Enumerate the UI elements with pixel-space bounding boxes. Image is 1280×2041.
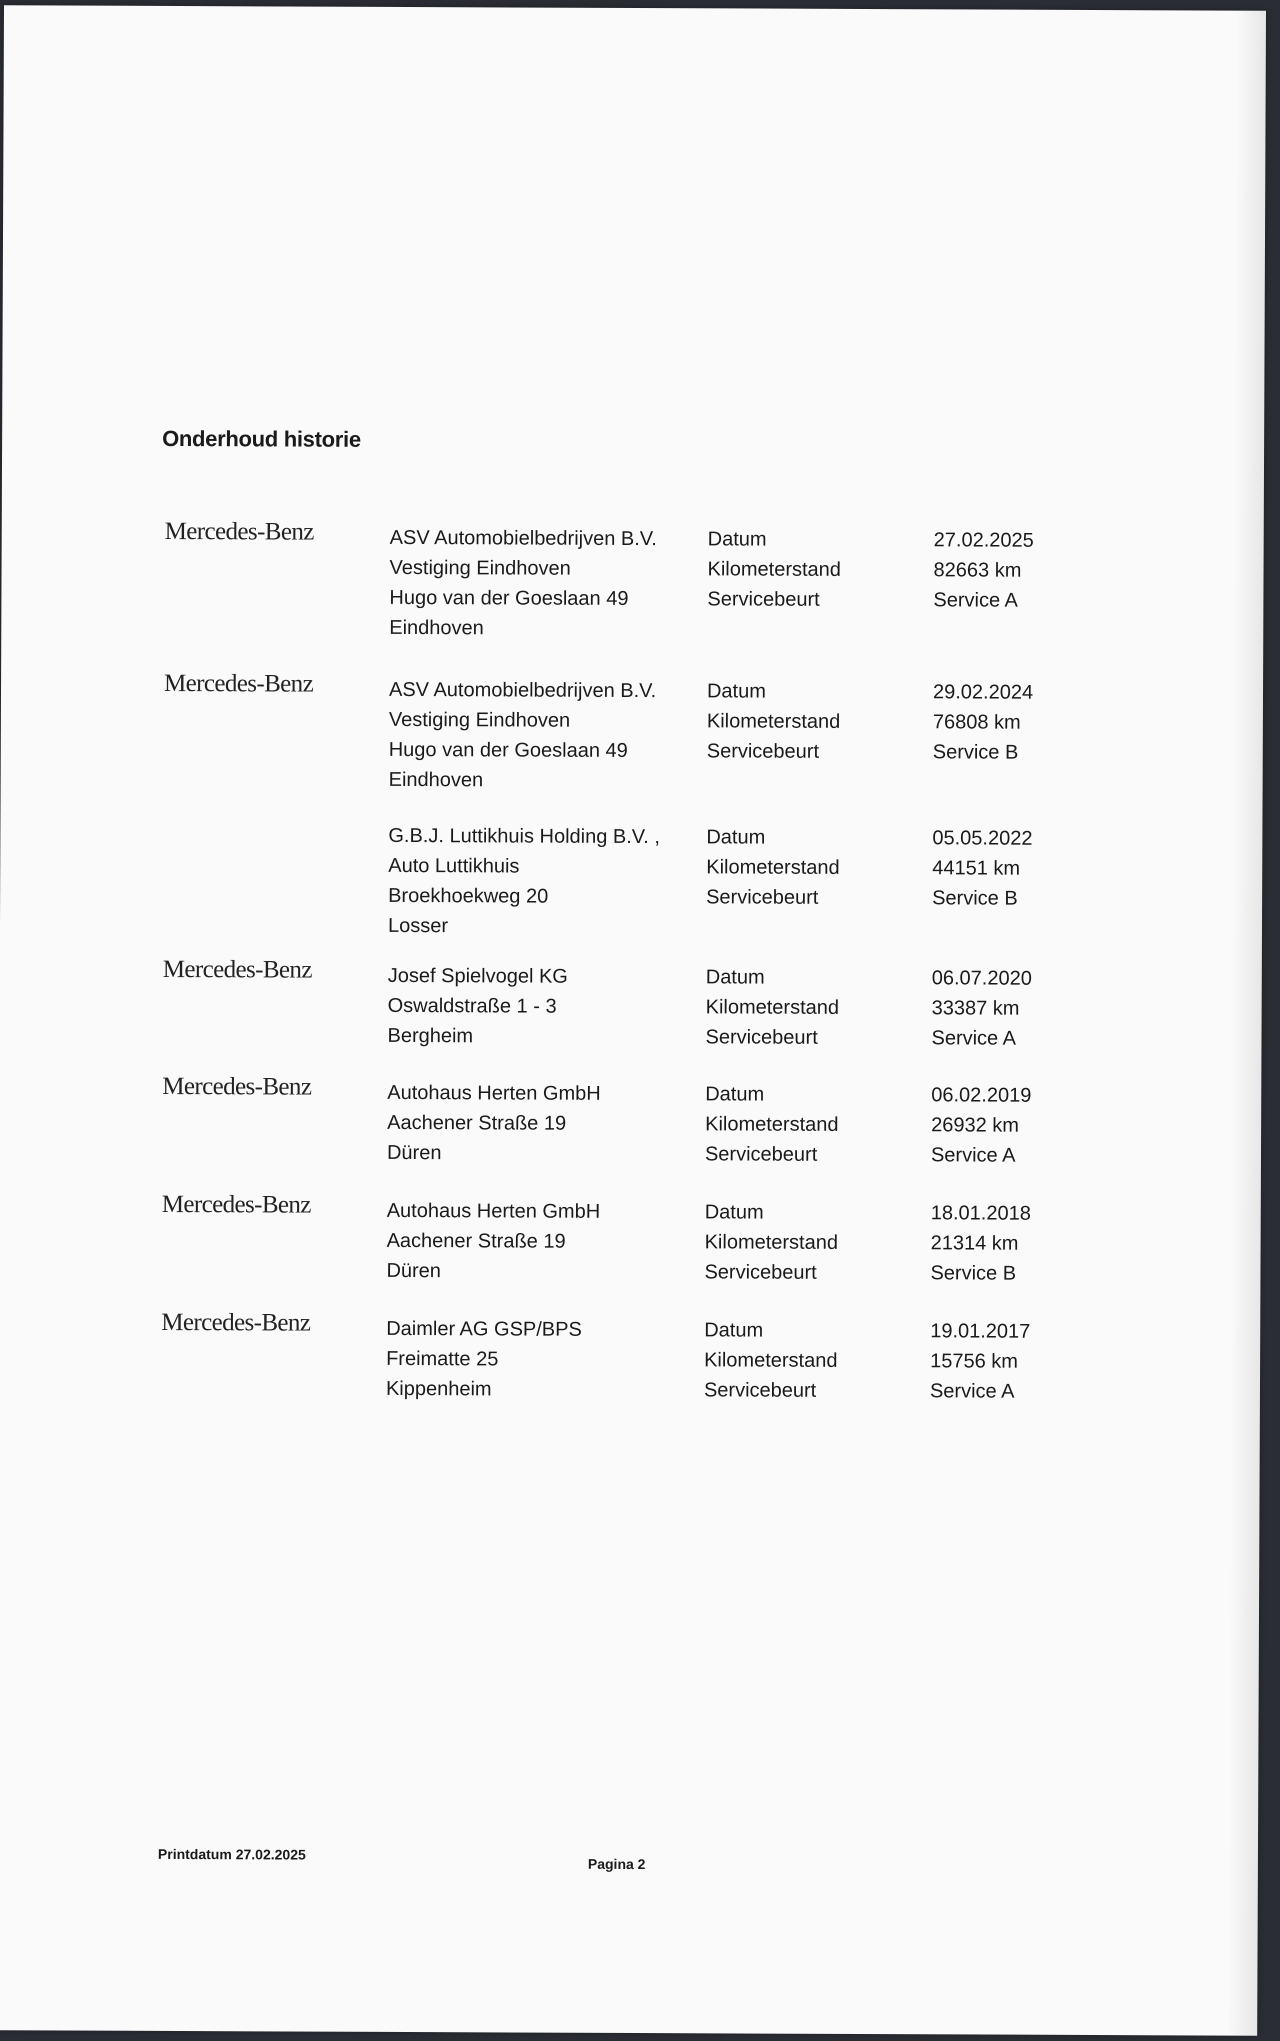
dealer-line: Autohaus Herten GmbH: [386, 1199, 601, 1223]
dealer-line: Aachener Straße 19: [386, 1229, 566, 1253]
service-entry: [0, 1190, 1261, 1285]
field-label: Servicebeurt: [706, 740, 820, 763]
dealer-line: Auto Luttikhuis: [388, 854, 520, 878]
dealer-line: ASV Automobielbedrijven B.V.: [388, 678, 657, 703]
brand-logo: Mercedes-Benz: [163, 669, 314, 698]
service-entry: [0, 1072, 1261, 1167]
dealer-line: Bergheim: [387, 1024, 474, 1048]
field-label: Servicebeurt: [704, 1143, 818, 1166]
dealer-line: Daimler AG GSP/BPS: [386, 1317, 582, 1341]
field-label: Kilometerstand: [706, 710, 841, 733]
service-date: 06.02.2019: [931, 1084, 1032, 1107]
field-labels: [704, 1315, 904, 1406]
field-label: Servicebeurt: [706, 886, 819, 909]
service-type: Service B: [930, 1262, 1017, 1285]
service-date: 18.01.2018: [930, 1202, 1031, 1225]
field-labels: [707, 676, 907, 767]
dealer-line: Freimatte 25: [386, 1347, 499, 1371]
dealer-address: [387, 1078, 687, 1169]
dealer-address: [386, 1314, 686, 1405]
odometer-reading: 44151 km: [932, 857, 1021, 880]
field-values: [933, 677, 1093, 768]
dealer-line: Kippenheim: [385, 1377, 492, 1401]
dealer-line: Josef Spielvogel KG: [387, 964, 568, 988]
dealer-line: Hugo van der Goeslaan 49: [388, 738, 628, 762]
service-type: Service B: [932, 887, 1018, 910]
odometer-reading: 33387 km: [931, 997, 1020, 1020]
odometer-reading: 82663 km: [933, 559, 1022, 582]
dealer-line: Düren: [386, 1141, 442, 1165]
field-values: [932, 823, 1092, 914]
maintenance-history-list: [0, 5, 1266, 2035]
document-page: [0, 5, 1266, 2035]
service-date: 19.01.2017: [930, 1320, 1031, 1343]
field-labels: [704, 1197, 904, 1288]
service-date: 29.02.2024: [932, 681, 1034, 704]
field-label: Datum: [704, 1201, 764, 1224]
field-label: Datum: [705, 966, 765, 989]
field-values: [930, 1316, 1090, 1407]
service-entry: [1, 669, 1263, 792]
dealer-address: [389, 675, 690, 796]
field-labels: [707, 524, 907, 615]
field-label: Kilometerstand: [705, 996, 840, 1019]
field-label: Servicebeurt: [707, 588, 820, 611]
odometer-reading: 76808 km: [932, 711, 1021, 734]
field-label: Datum: [706, 680, 766, 703]
field-label: Datum: [705, 1083, 765, 1106]
brand-logo: Mercedes-Benz: [164, 517, 314, 546]
dealer-line: Hugo van der Goeslaan 49: [389, 586, 629, 610]
dealer-line: Losser: [387, 914, 449, 938]
dealer-line: Vestiging Eindhoven: [389, 556, 571, 580]
odometer-reading: 15756 km: [930, 1350, 1018, 1373]
field-label: Kilometerstand: [704, 1349, 838, 1372]
field-label: Kilometerstand: [704, 1231, 839, 1254]
service-entry: [0, 1308, 1260, 1403]
dealer-line: Autohaus Herten GmbH: [387, 1081, 601, 1105]
dealer-address: [387, 961, 687, 1052]
field-label: Datum: [706, 826, 766, 849]
dealer-line: G.B.J. Luttikhuis Holding B.V. ,: [388, 824, 661, 849]
brand-logo: Mercedes-Benz: [162, 955, 312, 984]
field-labels: [706, 822, 906, 913]
dealer-line: Aachener Straße 19: [387, 1111, 567, 1135]
service-date: 05.05.2022: [932, 827, 1033, 850]
brand-logo: Mercedes-Benz: [162, 1072, 312, 1101]
field-label: Kilometerstand: [706, 856, 840, 879]
field-values: [930, 1198, 1090, 1289]
print-date: Printdatum 27.02.2025: [157, 1845, 306, 1863]
odometer-reading: 26932 km: [931, 1114, 1020, 1137]
service-entry: [0, 815, 1262, 938]
odometer-reading: 21314 km: [930, 1232, 1019, 1255]
service-type: Service A: [931, 1027, 1017, 1050]
dealer-line: Eindhoven: [389, 616, 484, 640]
field-labels: [705, 1079, 905, 1170]
service-date: 06.07.2020: [931, 967, 1032, 990]
field-label: Servicebeurt: [704, 1261, 817, 1284]
service-type: Service B: [932, 741, 1019, 764]
service-type: Service A: [930, 1144, 1016, 1167]
field-label: Kilometerstand: [707, 558, 842, 581]
field-label: Datum: [704, 1319, 764, 1342]
field-label: Servicebeurt: [705, 1026, 818, 1049]
field-labels: [705, 962, 905, 1053]
dealer-line: Broekhoekweg 20: [388, 884, 549, 908]
service-entry: [0, 955, 1262, 1050]
field-label: Kilometerstand: [705, 1113, 839, 1136]
page-title: Onderhoud historie: [162, 425, 361, 452]
field-values: [931, 963, 1091, 1054]
page-number: Pagina 2: [587, 1855, 646, 1873]
dealer-address: [389, 523, 690, 644]
field-label: Servicebeurt: [703, 1379, 817, 1402]
dealer-line: ASV Automobielbedrijven B.V.: [389, 526, 657, 551]
service-type: Service A: [933, 589, 1018, 612]
field-values: [931, 1080, 1091, 1171]
dealer-line: Oswaldstraße 1 - 3: [387, 994, 557, 1018]
dealer-address: [388, 821, 689, 942]
brand-logo: Mercedes-Benz: [161, 1308, 311, 1337]
dealer-line: Eindhoven: [388, 768, 484, 792]
service-type: Service A: [929, 1380, 1015, 1403]
dealer-address: [386, 1196, 686, 1287]
service-entry: [2, 517, 1264, 640]
field-values: [933, 525, 1093, 616]
field-label: Datum: [707, 528, 767, 551]
service-date: 27.02.2025: [933, 529, 1034, 552]
dealer-line: Vestiging Eindhoven: [388, 708, 571, 732]
dealer-line: Düren: [386, 1259, 442, 1283]
brand-logo: Mercedes-Benz: [161, 1190, 311, 1219]
